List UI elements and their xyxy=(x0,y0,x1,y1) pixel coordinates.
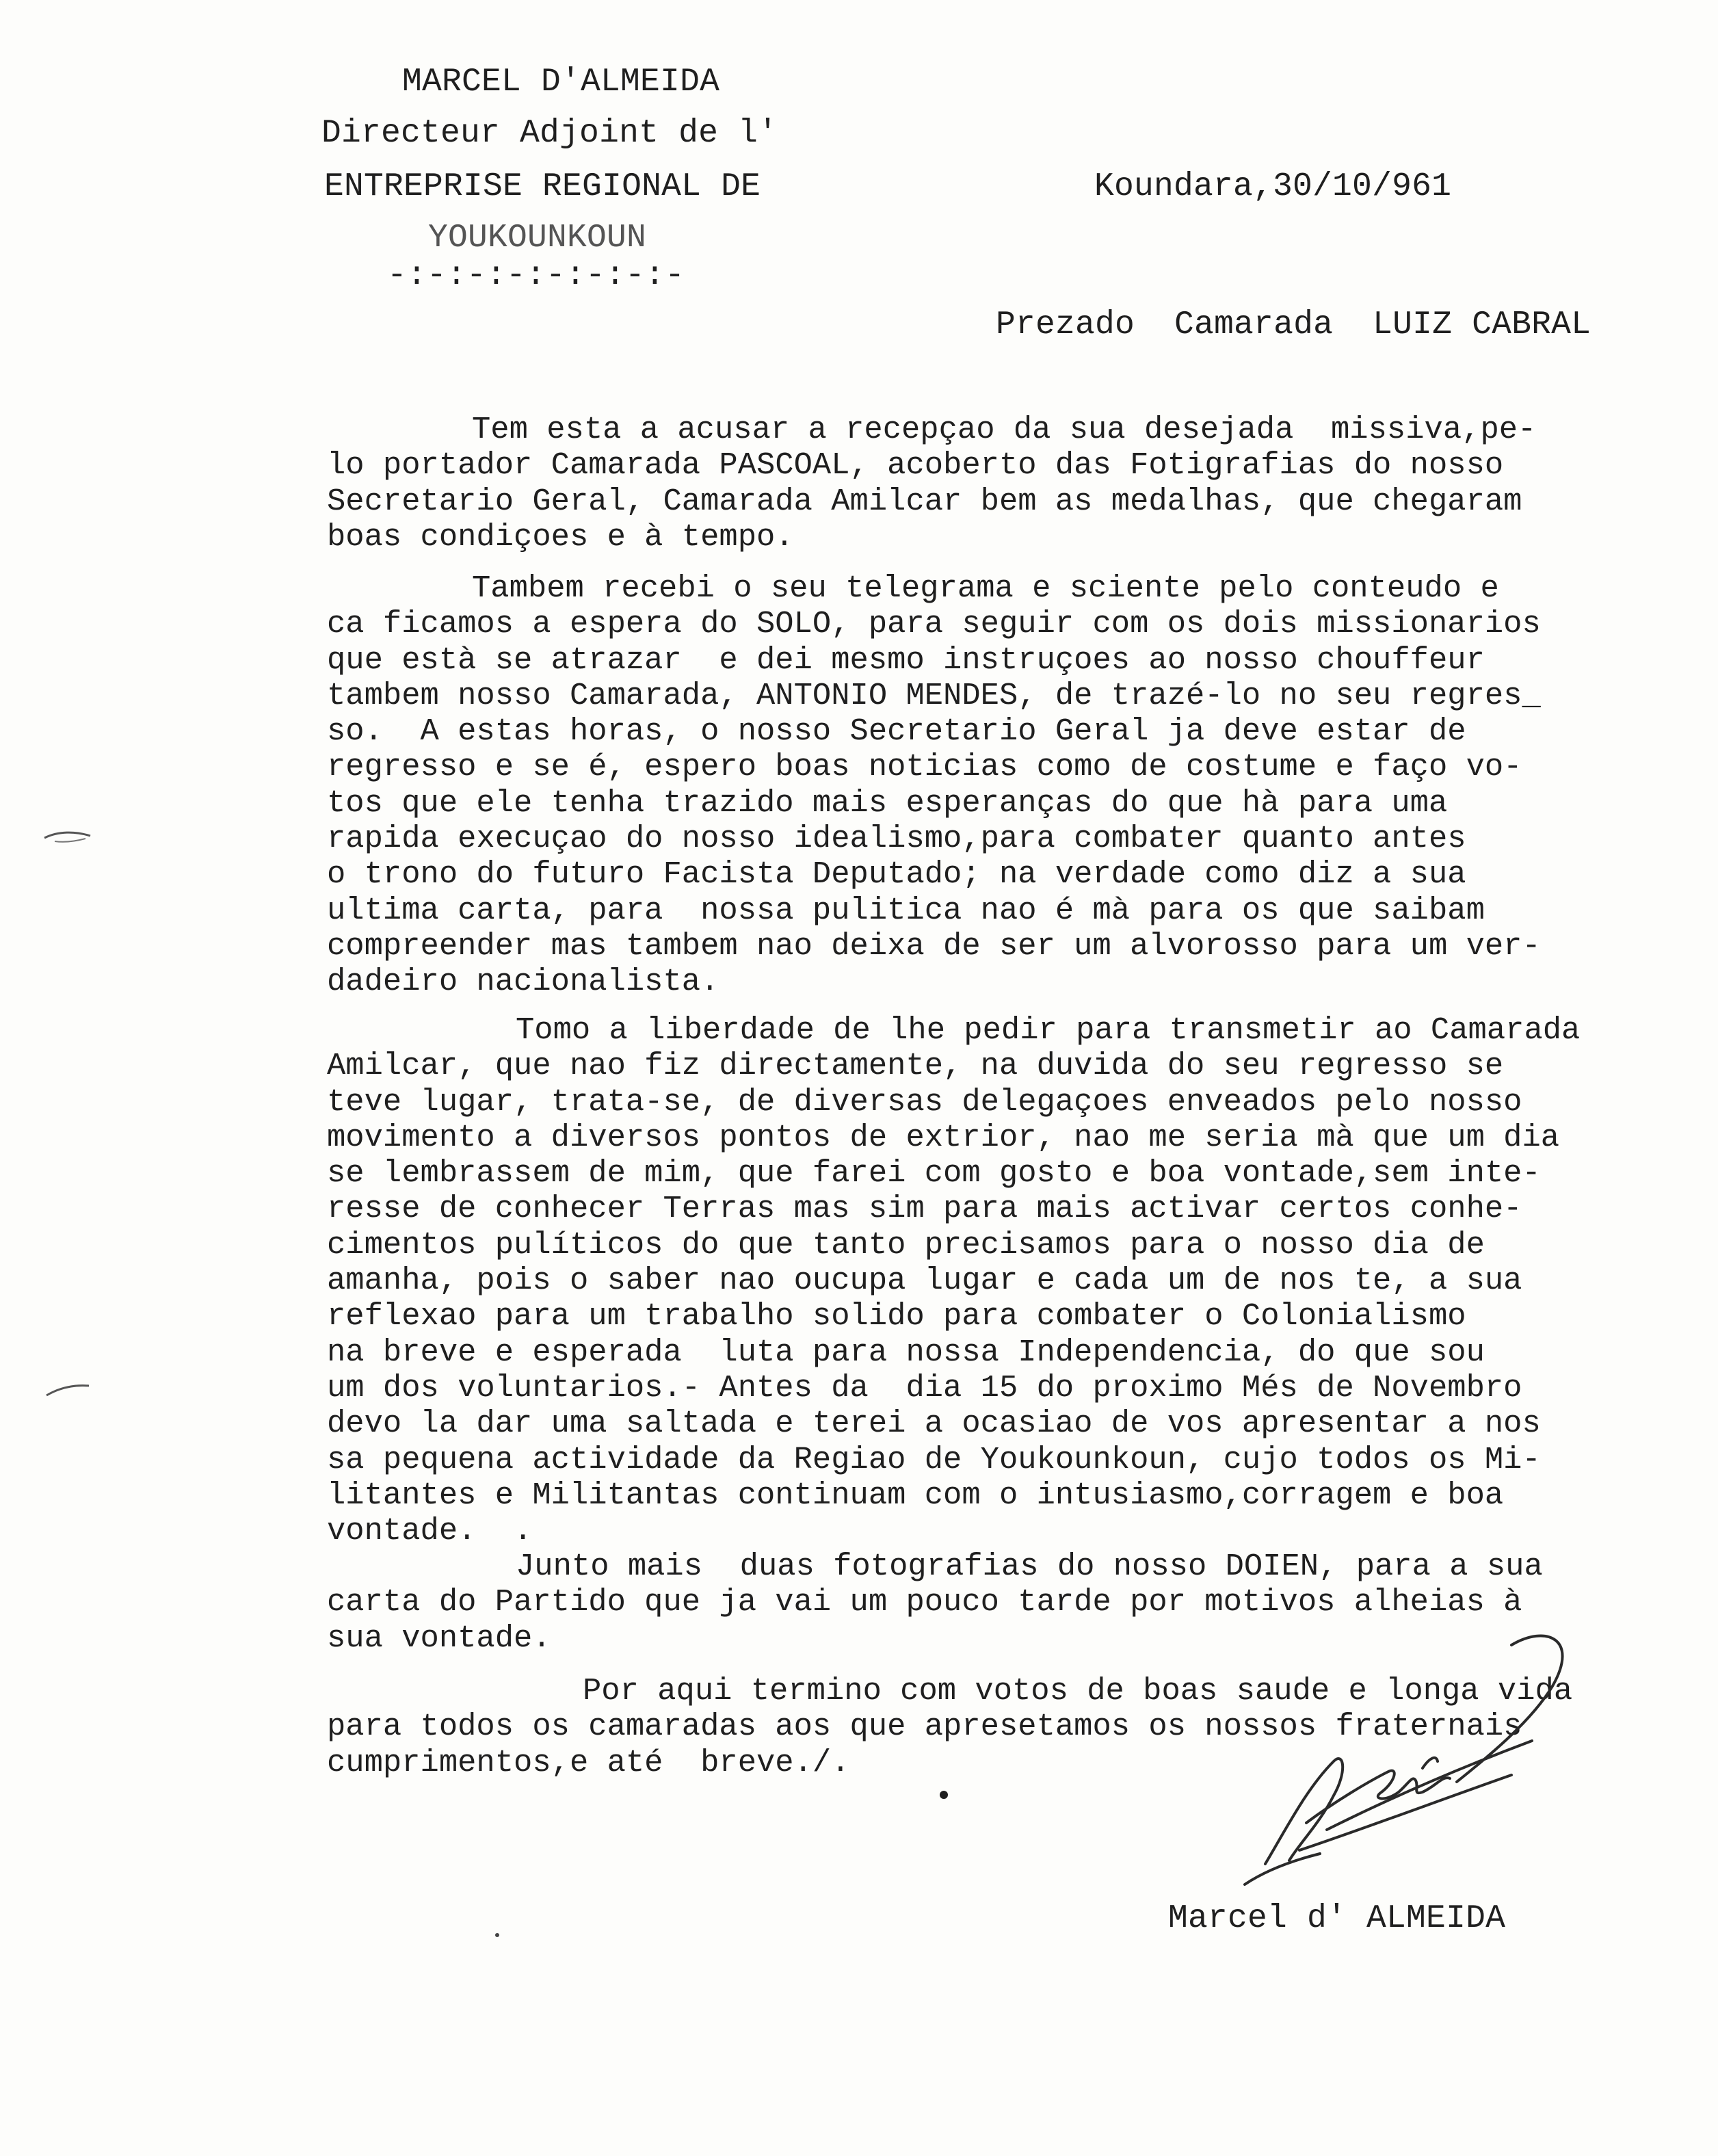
text-line: carta do Partido que ja vai um pouco tarde por motivos alheias à xyxy=(327,1584,1522,1620)
salutation: Prezado Camarada LUIZ CABRAL xyxy=(996,306,1591,343)
handwritten-signature xyxy=(1224,1625,1607,1912)
text-line: devo la dar uma saltada e terei a ocasiao de vos apresentar a nos xyxy=(327,1406,1541,1442)
letterhead-title-line3: YOUKOUNKOUN xyxy=(428,220,647,257)
text-line: movimento a diversos pontos de extrior, nao me seria mà que um dia xyxy=(327,1119,1560,1155)
text-line: rapida execuçao do nosso idealismo,para combater quanto antes xyxy=(327,821,1466,857)
letterhead-name: MARCEL D'ALMEIDA xyxy=(402,64,720,101)
text-line: um dos voluntarios.- Antes da dia 15 do proximo Més de Novembro xyxy=(327,1369,1522,1406)
text-line: lo portador Camarada PASCOAL, acoberto das Fotigrafias do nosso xyxy=(327,447,1504,484)
letterhead-separator: -:-:-:-:-:-:-:- xyxy=(387,257,685,294)
text-line: sa pequena actividade da Regiao de Youkounkoun, cujo todos os Mi- xyxy=(327,1441,1541,1477)
paragraph-3 xyxy=(327,1012,1695,1549)
text-line: Tambem recebi o seu telegrama e sciente pelo conteudo e xyxy=(472,570,1499,606)
text-line: resse de conhecer Terras mas sim para mais activar certos conhe- xyxy=(327,1191,1522,1227)
text-line: boas condiçoes e à tempo. xyxy=(327,518,794,555)
text-line: ultima carta, para nossa pulitica nao é mà para os que saibam xyxy=(327,892,1485,928)
paragraph-1 xyxy=(327,412,1695,555)
margin-mark-left-lower xyxy=(41,1375,96,1402)
text-line: ca ficamos a espera do SOLO, para seguir com os dois missionarios xyxy=(327,606,1541,642)
text-line: na breve e esperada luta para nossa Independencia, do que sou xyxy=(327,1334,1485,1370)
text-line: so. A estas horas, o nosso Secretario Geral ja deve estar de xyxy=(327,713,1466,750)
text-line: vontade. . xyxy=(327,1513,533,1549)
text-line: dadeiro nacionalista. xyxy=(327,964,719,1000)
text-line: que està se atrazar e dei mesmo instruçoes ao nosso chouffeur xyxy=(327,642,1485,678)
text-line: regresso e se é, espero boas noticias como de costume e faço vo- xyxy=(327,749,1522,785)
text-line: se lembrassem de mim, que farei com gosto e boa vontade,sem inte- xyxy=(327,1155,1541,1192)
text-line: Secretario Geral, Camarada Amilcar bem as medalhas, que chegaram xyxy=(327,483,1522,519)
text-line: para todos os camaradas aos que apresetamos os nossos fraternais xyxy=(327,1709,1522,1745)
text-line: tos que ele tenha trazido mais esperanças do que hà para uma xyxy=(327,785,1448,821)
ink-dot xyxy=(938,1789,949,1800)
text-line: compreender mas tambem nao deixa de ser um alvorosso para um ver- xyxy=(327,928,1541,964)
text-line: Junto mais duas fotografias do nosso DOIEN, para a sua xyxy=(516,1549,1543,1584)
ink-dot-small xyxy=(494,1932,501,1938)
text-line: amanha, pois o saber nao oucupa lugar e cada um de nos te, a sua xyxy=(327,1263,1522,1299)
text-line: Tomo a liberdade de lhe pedir para transmetir ao Camarada xyxy=(516,1012,1581,1048)
letterhead-title-line1: Directeur Adjoint de l' xyxy=(321,115,778,152)
text-line: litantes e Militantas continuam com o intusiasmo,corragem e boa xyxy=(327,1477,1504,1513)
text-line: cimentos pulíticos do que tanto precisamos para o nosso dia de xyxy=(327,1226,1485,1263)
paragraph-2 xyxy=(327,570,1695,1000)
text-line: tambem nosso Camarada, ANTONIO MENDES, de trazé-lo no seu regres_ xyxy=(327,677,1541,713)
text-line: reflexao para um trabalho solido para combater o Colonialismo xyxy=(327,1298,1466,1335)
text-line: Amilcar, que nao fiz directamente, na duvida do seu regresso se xyxy=(327,1048,1504,1084)
text-line: sua vontade. xyxy=(327,1620,551,1656)
margin-mark-left-upper xyxy=(41,821,96,848)
text-line: cumprimentos,e até breve./. xyxy=(327,1744,850,1780)
text-line: teve lugar, trata-se, de diversas delegaçoes enveados pelo nosso xyxy=(327,1083,1522,1120)
closing-name: Marcel d' ALMEIDA xyxy=(1168,1900,1506,1937)
place-date: Koundara,30/10/961 xyxy=(1094,168,1452,205)
text-line: Por aqui termino com votos de boas saude e longa vida xyxy=(583,1673,1573,1709)
text-line: o trono do futuro Facista Deputado; na verdade como diz a sua xyxy=(327,856,1466,893)
text-line: Tem esta a acusar a recepçao da sua desejada missiva,pe- xyxy=(472,412,1537,447)
letterhead-title-line2: ENTREPRISE REGIONAL DE xyxy=(324,168,761,205)
